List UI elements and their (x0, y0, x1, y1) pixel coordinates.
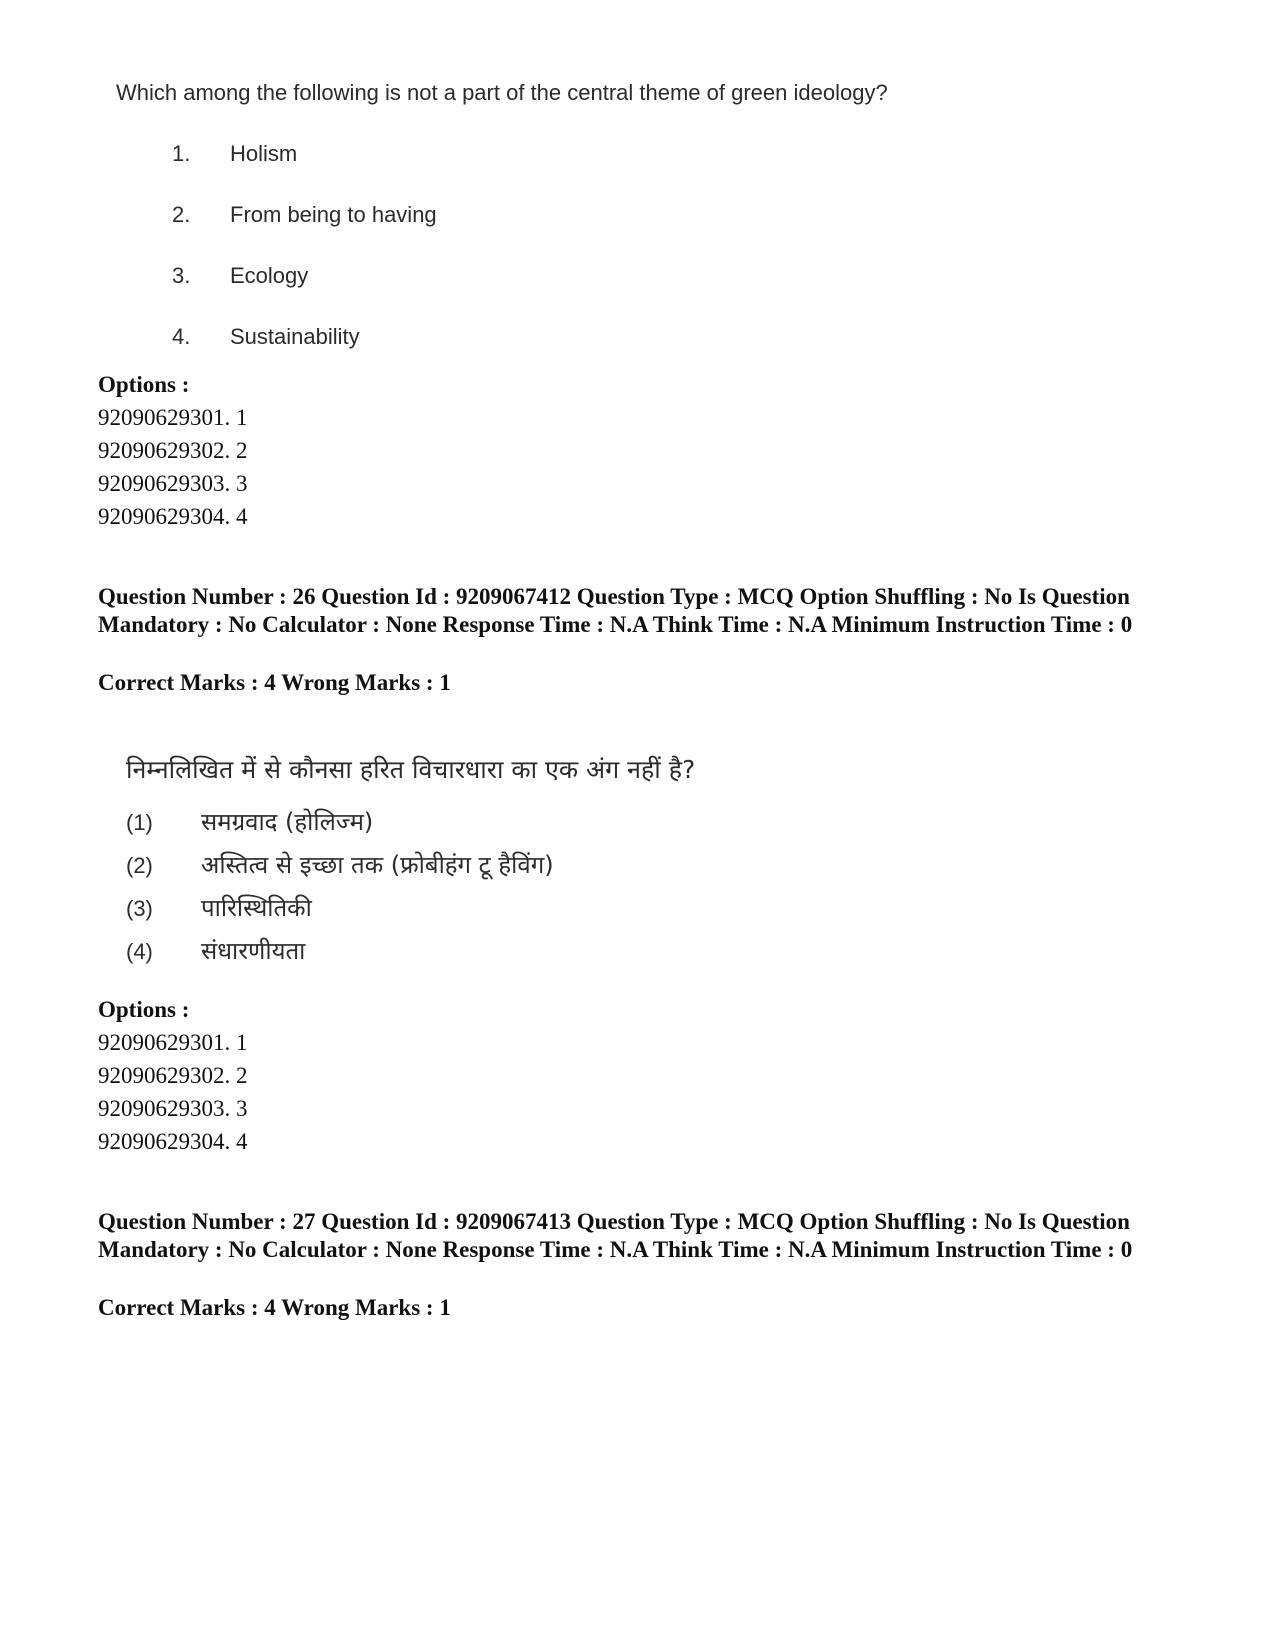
choice-text: Holism (230, 141, 298, 166)
choice-number: (1) (126, 810, 153, 835)
choice-text: समग्रवाद (होलिज्म) (201, 808, 374, 836)
option-line: 92090629304. 4 (98, 504, 248, 529)
option-line: 92090629304. 4 (98, 1129, 248, 1154)
question-text-en: Which among the following is not a part of the central theme of green ideology? (116, 80, 888, 105)
choice-en (172, 202, 437, 228)
option-line: 92090629301. 1 (98, 405, 248, 430)
choice-text: From being to having (230, 202, 437, 227)
choice-number: 3. (172, 263, 191, 288)
question-marks: Correct Marks : 4 Wrong Marks : 1 (98, 670, 451, 695)
options-label: Options : (98, 997, 190, 1022)
choice-text: Sustainability (230, 324, 360, 349)
question-meta: Question Number : 26 Question Id : 9209067412 Question Type : MCQ Option Shuffling : No Is Question Mandatory : No Calculator : None Response Time : N.A Think Time : N.A Minimum Instruction Time : 0 (98, 584, 1133, 637)
question-text-hi: निम्नलिखित में से कौनसा हरित विचारधारा का एक अंग नहीं है? (126, 755, 696, 784)
choice-number: 2. (172, 202, 191, 227)
choice-text: संधारणीयता (201, 937, 306, 965)
option-line: 92090629302. 2 (98, 1063, 248, 1088)
option-line: 92090629303. 3 (98, 1096, 248, 1121)
choice-hi (126, 891, 312, 924)
question-marks: Correct Marks : 4 Wrong Marks : 1 (98, 1295, 451, 1320)
choice-hi (126, 934, 305, 967)
choice-text: अस्तित्व से इच्छा तक (फ्रोबीहंग टू हैविंग) (201, 851, 554, 879)
choice-en (172, 141, 297, 167)
choice-number: 4. (172, 324, 191, 349)
choice-en (172, 263, 308, 289)
choice-number: (3) (126, 896, 153, 921)
question-meta: Question Number : 27 Question Id : 9209067413 Question Type : MCQ Option Shuffling : No Is Question Mandatory : No Calculator : None Response Time : N.A Think Time : N.A Minimum Instruction Time : 0 (98, 1209, 1133, 1262)
choice-number: (4) (126, 939, 153, 964)
options-label: Options : (98, 372, 190, 397)
choice-en (172, 324, 360, 350)
choice-number: 1. (172, 141, 191, 166)
option-line: 92090629301. 1 (98, 1030, 248, 1055)
choice-hi (126, 848, 554, 881)
choice-hi (126, 805, 373, 838)
option-line: 92090629303. 3 (98, 471, 248, 496)
choice-text: Ecology (230, 263, 309, 288)
option-line: 92090629302. 2 (98, 438, 248, 463)
choice-text: पारिस्थितिकी (201, 894, 312, 922)
choice-number: (2) (126, 853, 153, 878)
